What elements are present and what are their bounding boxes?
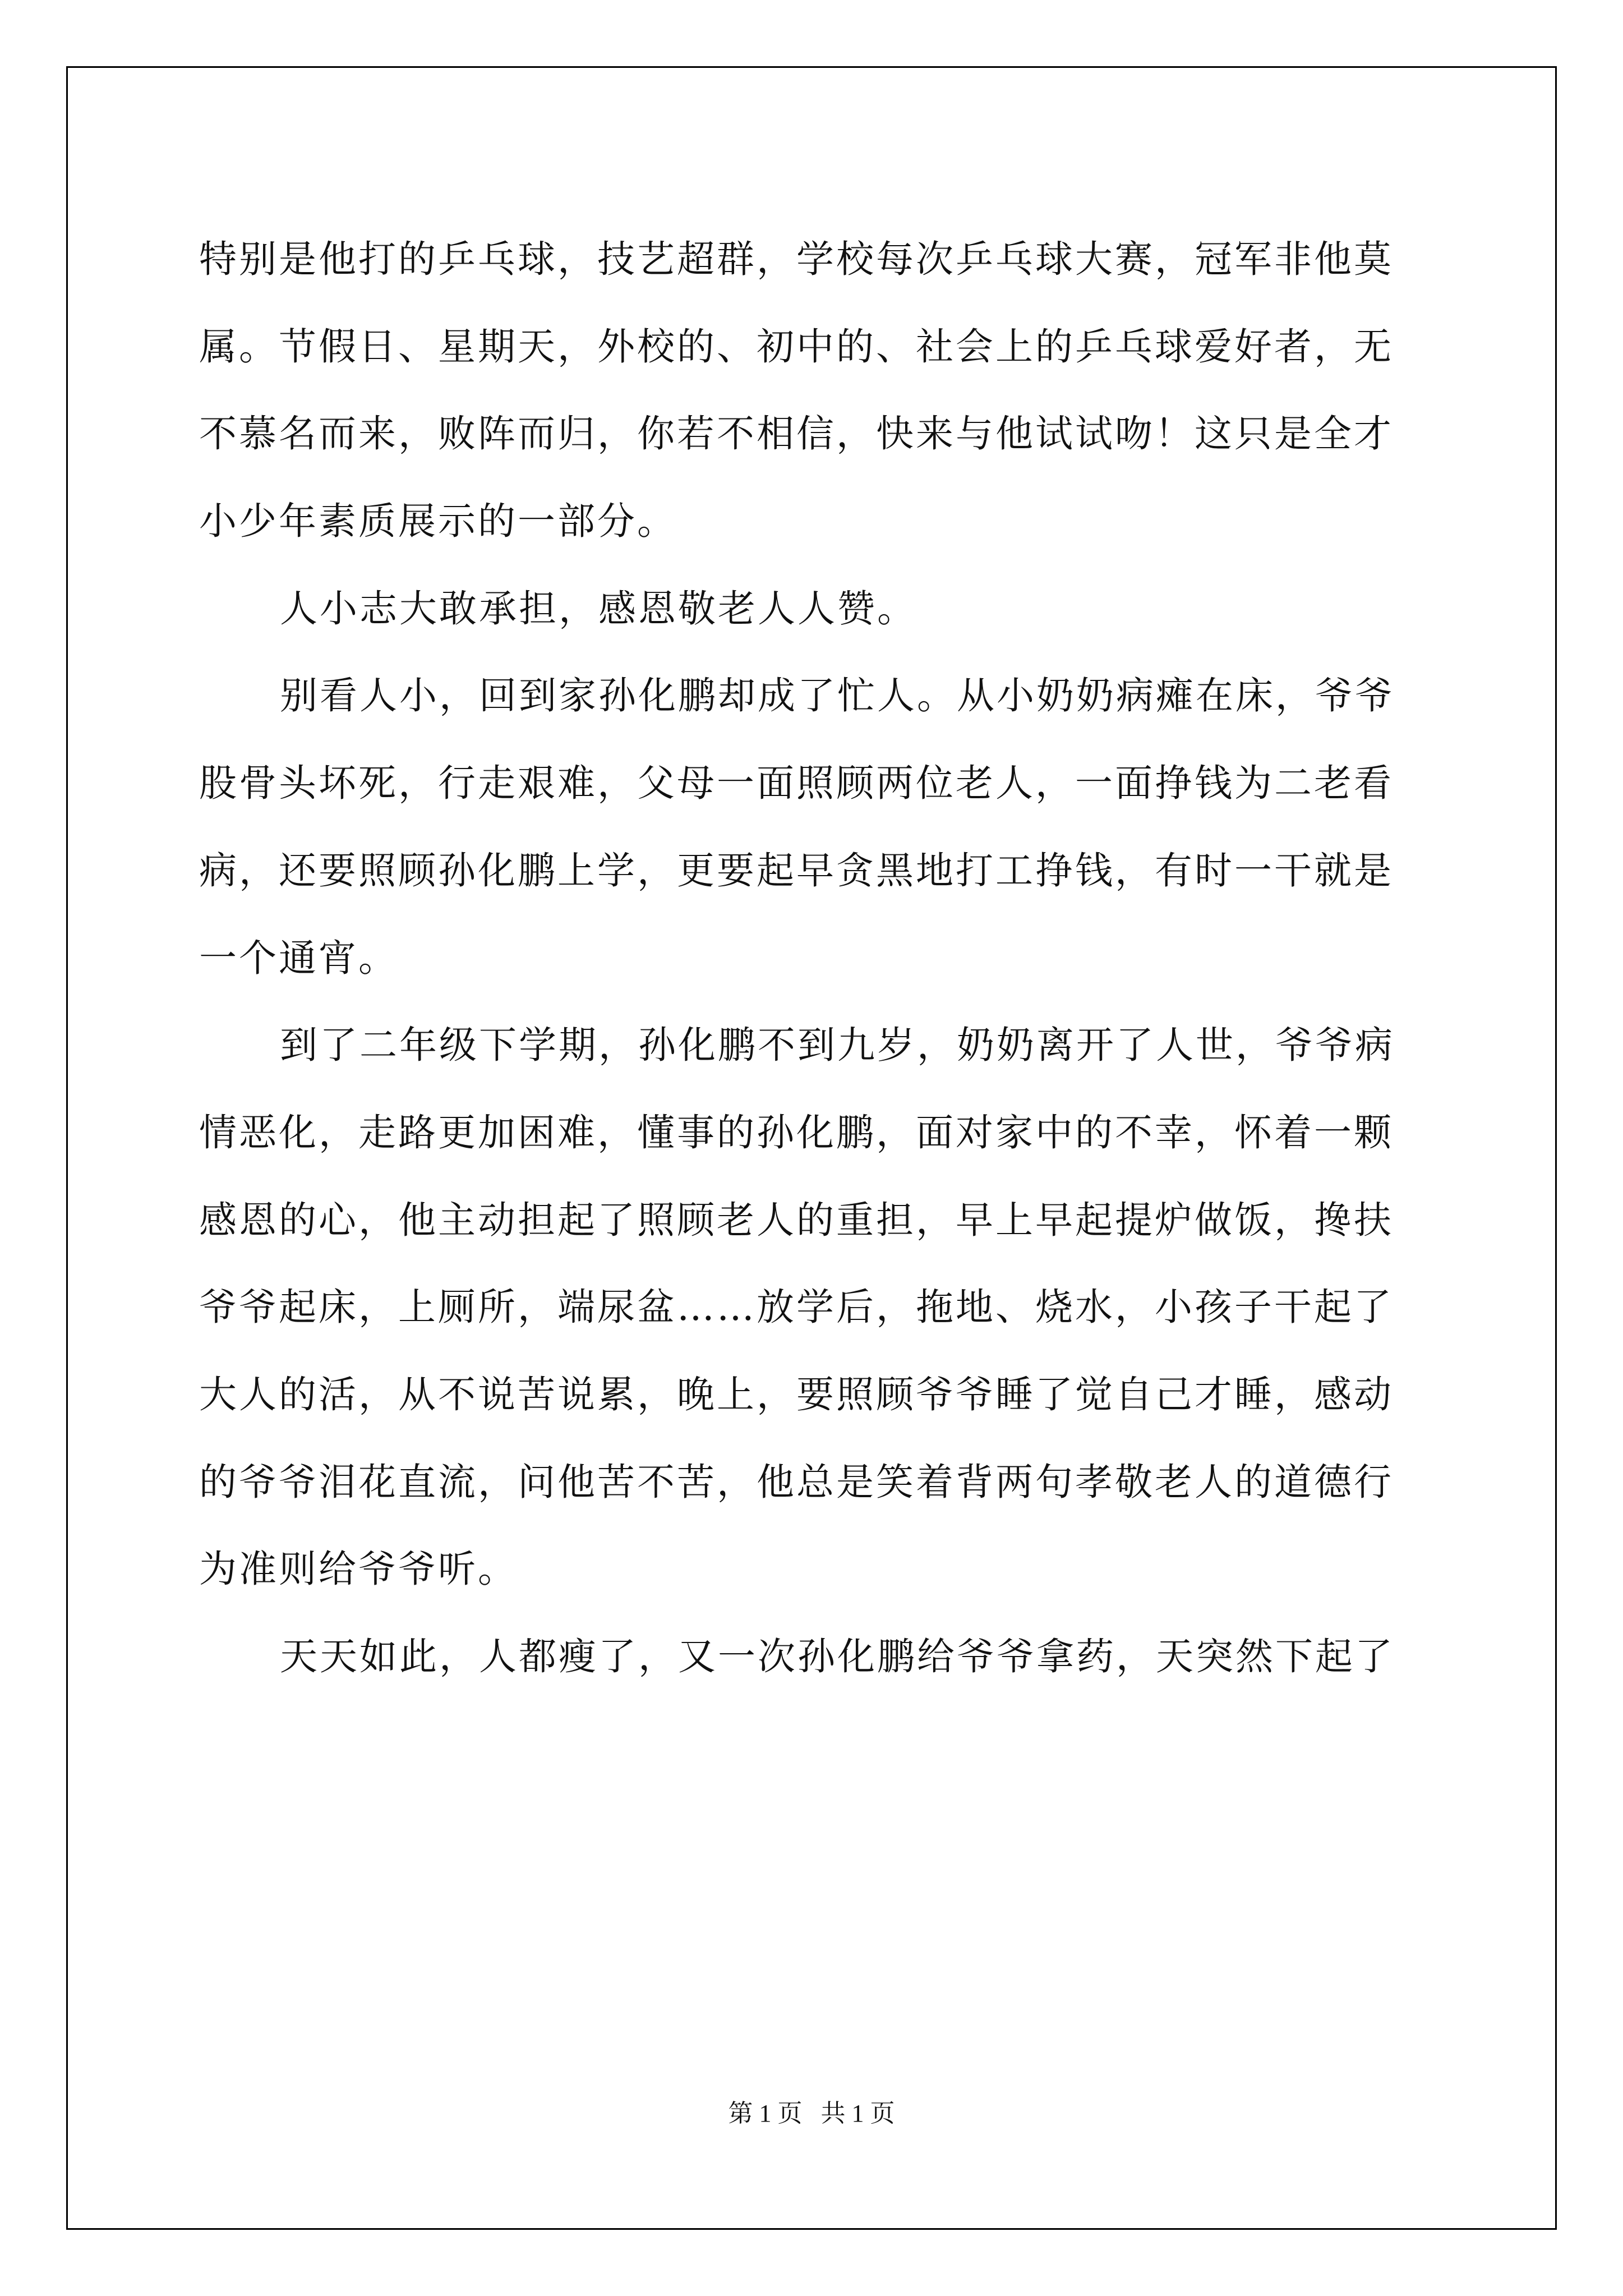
paragraph-start-line: 别看人小，回到家孙化鹏却成了忙人。从小奶奶病瘫在床，爷爷 bbox=[280, 674, 1395, 718]
text-line: 病，还要照顾孙化鹏上学，更要起早贪黑地打工挣钱，有时一干就是 bbox=[199, 848, 1394, 892]
paragraph-start-line: 天天如此，人都瘦了，又一次孙化鹏给爷爷拿药，天突然下起了 bbox=[280, 1635, 1395, 1678]
text-line: 爷爷起床，上厕所，端尿盆……放学后，拖地、烧水，小孩子干起了 bbox=[199, 1285, 1394, 1329]
page-footer bbox=[0, 2097, 1623, 2131]
text-line: 股骨头坏死，行走艰难，父母一面照顾两位老人，一面挣钱为二老看 bbox=[199, 761, 1394, 806]
paragraph-start-line: 到了二年级下学期，孙化鹏不到九岁，奶奶离开了人世，爷爷病 bbox=[280, 1023, 1395, 1068]
text-line: 一个通宵。 bbox=[199, 936, 398, 980]
text-line: 为准则给爷爷听。 bbox=[199, 1547, 518, 1591]
page-number-label: 第 1 页 bbox=[728, 2100, 803, 2127]
text-line: 大人的活，从不说苦说累，晚上，要照顾爷爷睡了觉自己才睡，感动 bbox=[199, 1372, 1394, 1416]
document-body bbox=[199, 216, 1433, 1701]
text-line: 特别是他打的乒乓球，技艺超群，学校每次乒乓球大赛，冠军非他莫 bbox=[199, 237, 1394, 281]
page-total-label: 共 1 页 bbox=[820, 2100, 895, 2127]
text-line: 小少年素质展示的一部分。 bbox=[199, 499, 677, 544]
text-line: 属。节假日、星期天，外校的、初中的、社会上的乒乓球爱好者，无 bbox=[199, 324, 1394, 369]
text-line: 不慕名而来，败阵而归，你若不相信，快来与他试试吻！这只是全才 bbox=[199, 412, 1394, 456]
text-line: 的爷爷泪花直流，问他苦不苦，他总是笑着背两句孝敬老人的道德行 bbox=[199, 1460, 1394, 1504]
text-line: 情恶化，走路更加困难，懂事的孙化鹏，面对家中的不幸，怀着一颗 bbox=[199, 1110, 1394, 1154]
paragraph-start-line: 人小志大敢承担，感恩敬老人人赞。 bbox=[280, 586, 917, 631]
text-line: 感恩的心，他主动担起了照顾老人的重担，早上早起提炉做饭，搀扶 bbox=[199, 1198, 1394, 1242]
